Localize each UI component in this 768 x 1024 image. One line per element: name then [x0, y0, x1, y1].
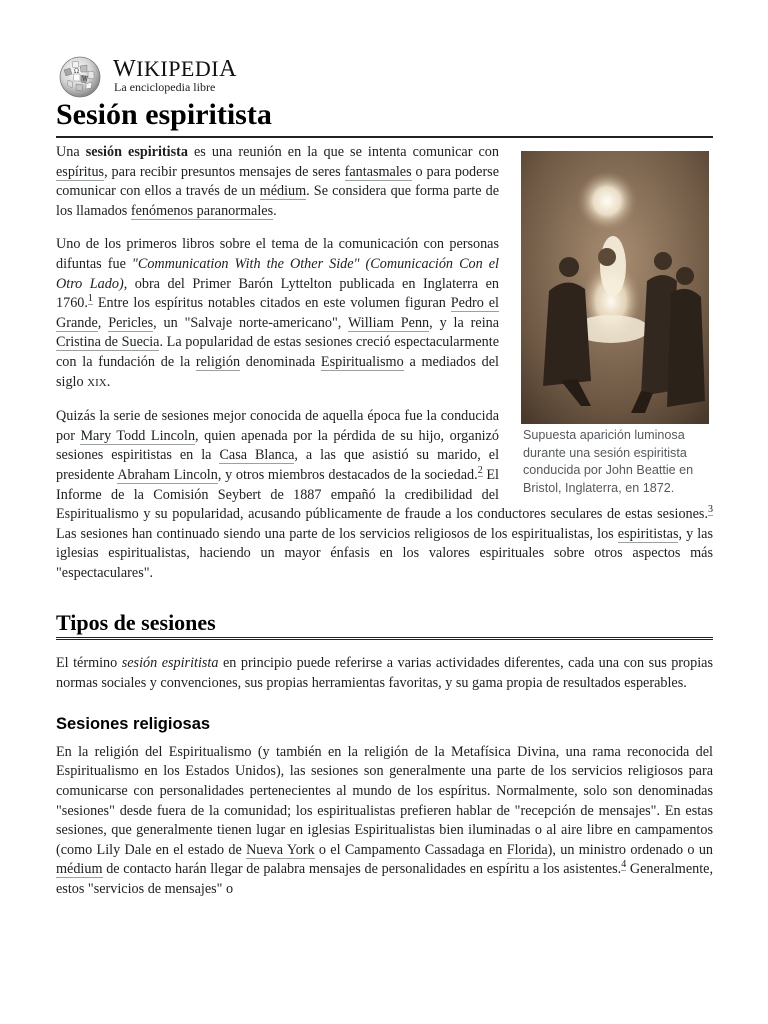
text: , y otros miembros destacados de la sociedad. — [217, 466, 478, 483]
text: Quizás la serie de sesiones mejor conocida de aquella época fue la conducida por — [56, 408, 499, 444]
reference-link[interactable]: 4 — [621, 859, 627, 871]
link-espiritus[interactable]: espíritus — [56, 163, 105, 180]
link-medium[interactable]: médium — [259, 183, 307, 200]
text: Una — [56, 144, 86, 160]
seance-photo[interactable] — [521, 151, 709, 424]
text: , quien apenada por la pérdida de su hijo, organizó sesiones espiritistas en la — [56, 427, 499, 464]
link-espiritistas[interactable]: espiritistas — [617, 525, 679, 542]
link-william-penn[interactable]: William Penn — [347, 314, 430, 331]
reference-link[interactable]: 2 — [477, 464, 483, 476]
text: . Se considera que forma parte de los llamados — [56, 183, 499, 219]
text: es una reunión en la que se intenta comunicar con — [187, 144, 499, 160]
text: , para recibir presuntos mensajes de seres — [104, 163, 345, 180]
svg-text:Ω: Ω — [74, 68, 79, 75]
century-numeral: XIX — [87, 376, 107, 389]
wikipedia-wordmark[interactable] — [113, 56, 237, 83]
link-espiritualismo[interactable]: Espiritualismo — [320, 353, 404, 370]
article-figure — [521, 151, 713, 497]
religiosas-paragraph — [56, 743, 713, 900]
section-heading-religiosas: Sesiones religiosas — [56, 715, 211, 734]
title-underline — [56, 136, 713, 138]
text: El término — [56, 655, 122, 672]
text: Entre los espíritus notables citados en este volumen figuran — [92, 295, 451, 312]
text: de contacto harán llegar de palabra mensajes de personalidades en espíritu a los asistentes. — [102, 861, 622, 878]
text: , — [97, 314, 109, 331]
link-cristina-de-suecia[interactable]: Cristina de Suecia — [56, 334, 160, 351]
text: , a las que asistió su marido, el presidente — [56, 447, 500, 483]
text: . — [273, 202, 277, 219]
link-pericles[interactable]: Pericles — [108, 314, 154, 331]
text: , un "Salvaje norte-americano", — [153, 314, 348, 331]
link-religion[interactable]: religión — [195, 353, 241, 370]
wordmark-rest: IKIPEDI — [136, 56, 220, 81]
wordmark-w: W — [113, 56, 137, 82]
text: o para poderse comunicar con ellos a través de un — [56, 163, 499, 200]
link-fantasmales[interactable]: fantasmales — [344, 163, 412, 180]
italic-term: sesión espiritista — [121, 655, 219, 672]
reference-link[interactable]: 3 — [708, 504, 713, 516]
svg-text:W: W — [82, 76, 89, 83]
bold-term: sesión espiritista — [85, 144, 188, 160]
text: ), un ministro ordenado o un — [547, 841, 714, 858]
text: , y la reina — [429, 314, 500, 331]
reference-link[interactable]: 1 — [87, 293, 93, 305]
reference-3[interactable] — [708, 504, 713, 516]
text: a mediados del siglo — [56, 353, 499, 390]
wordmark-a: A — [219, 56, 237, 82]
text: Generalmente, estos "servicios de mensajes" o — [56, 861, 714, 897]
text: en principio puede referirse a varias actividades diferentes, cada una con sus propias normas sociales y convenciones, sus propias herramientas favoritas, y su gama propia de resultados esperables. — [56, 655, 713, 691]
section-heading-tipos: Tipos de sesiones — [56, 613, 713, 640]
text: , obra del Primer Barón Lyttelton publicada en Inglaterra en 1760. — [56, 275, 499, 312]
link-abraham-lincoln[interactable]: Abraham Lincoln — [117, 466, 218, 483]
link-nueva-york[interactable]: Nueva York — [246, 841, 315, 858]
text: . — [106, 373, 111, 390]
wikipedia-globe-logo-icon[interactable] — [56, 54, 104, 98]
link-fenomenos-paranormales[interactable]: fenómenos paranormales — [130, 202, 274, 219]
figure-caption: Supuesta aparición luminosa durante una sesión espiritista conducida por John Beattie en Bristol, Inglaterra, en 1872. — [523, 428, 694, 495]
page-title: Sesión espiritista — [56, 98, 272, 131]
article-content — [56, 143, 713, 914]
text: El Informe de la Comisión Seybert de 1887 empañó la credibilidad del Espiritualismo y su popularidad, acusando públicamente de fraude a los conductores seculares de estas sesiones. — [56, 466, 708, 523]
text: o el Campamento Cassadaga en — [314, 841, 507, 858]
text: En la religión del Espiritualismo (y también en la religión de la Metafísica Divina, una rama reconocida del Espiritualismo en los Estados Unidos), las sesiones son generalmente una parte de los servicios religiosos para comunicarse con personalidades pertenecientes al mundo de los espíritus. Normalmente, solo son denominadas "sesiones" desde fuera de la comunidad; los espiritualistas prefieren hablar de "recepción de mensajes". En estas sesiones, que generalmente tienen lugar en iglesias Espiritualistas bien iluminadas o al aire libre en campamentos (como Lily Dale en el estado de — [56, 743, 713, 858]
text: , y las iglesias espiritualistas, haciendo un mayor énfasis en los valores espirituales sobre otros aspectos más "espectaculares". — [56, 525, 714, 581]
italic-book-title: "Communication With the Other Side" (Comunicación Con el Otro Lado) — [56, 255, 500, 292]
text: Uno de los primeros libros sobre el tema de la comunicación con personas difuntas fue — [56, 236, 499, 272]
section-tipos — [56, 654, 713, 693]
text: denominada — [240, 353, 321, 370]
tagline: La enciclopedia libre — [114, 80, 216, 94]
link-medium-2[interactable]: médium — [56, 861, 103, 878]
link-mary-todd-lincoln[interactable]: Mary Todd Lincoln — [80, 427, 196, 444]
tipos-paragraph — [56, 654, 713, 693]
link-florida[interactable]: Florida — [506, 841, 548, 858]
link-casa-blanca[interactable]: Casa Blanca — [219, 447, 295, 464]
text: . La popularidad de estas sesiones creció espectacularmente con la fundación de la — [56, 334, 499, 370]
link-pedro-el-grande[interactable]: Pedro el Grande — [56, 295, 499, 331]
text: Las sesiones han continuado siendo una parte de los servicios religiosos de los espiritualistas, los — [56, 525, 618, 542]
